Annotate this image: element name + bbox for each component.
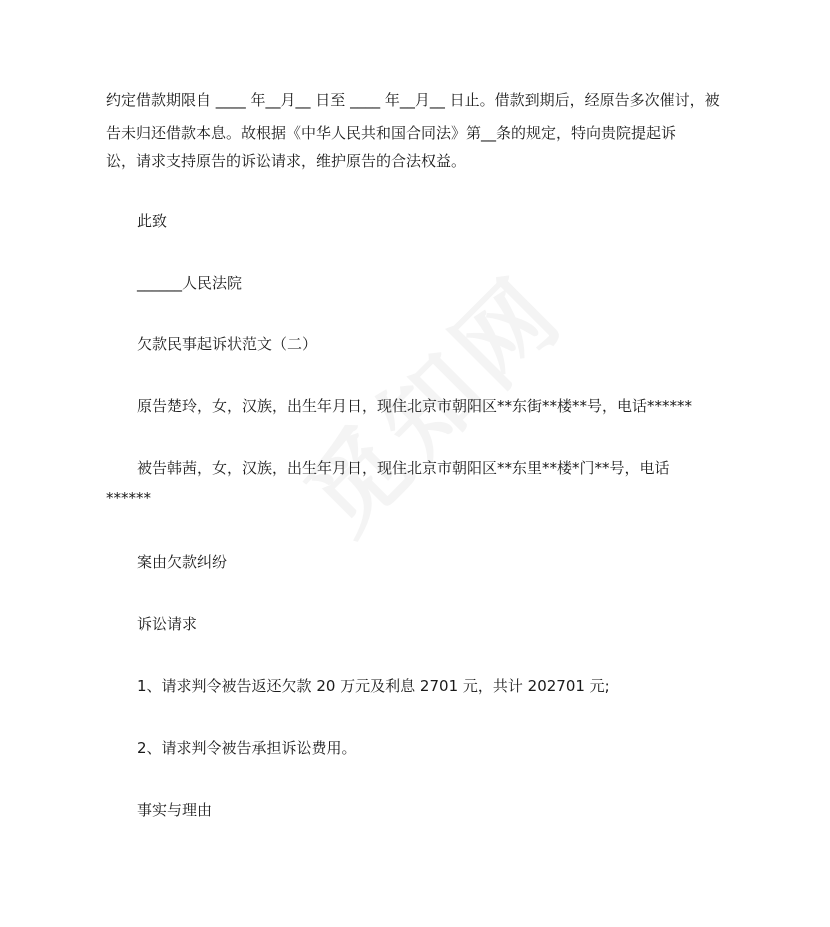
plaintiff-info: 原告楚玲，女，汉族，出生年月日，现住北京市朝阳区**东街**楼**号，电话****** [137, 397, 693, 415]
salutation: 此致 [137, 212, 168, 230]
claim-2: 2、请求判令被告承担诉讼费用。 [137, 739, 357, 757]
case-cause: 案由欠款纠纷 [137, 553, 228, 571]
defendant-info-line-2: ****** [106, 489, 151, 507]
claims-heading: 诉讼请求 [137, 615, 198, 633]
section-title: 欠款民事起诉状范文（二） [137, 335, 318, 353]
paragraph-line-1: 约定借款期限自 ____ 年__月__ 日至 ____ 年__月__ 日止。借款到期后，经原告多次催讨，被 [106, 91, 720, 109]
court-name: ______人民法院 [137, 274, 243, 292]
facts-heading: 事实与理由 [137, 801, 213, 819]
claim-1: 1、请求判令被告返还欠款 20 万元及利息 2701 元，共计 202701 元; [137, 677, 610, 695]
paragraph-line-2: 告未归还借款本息。故根据《中华人民共和国合同法》第__条的规定，特向贵院提起诉 [106, 124, 677, 142]
defendant-info-line-1: 被告韩茜，女，汉族，出生年月日，现住北京市朝阳区**东里**楼*门**号，电话 [137, 459, 670, 477]
paragraph-line-3: 讼，请求支持原告的诉讼请求，维护原告的合法权益。 [106, 152, 467, 170]
